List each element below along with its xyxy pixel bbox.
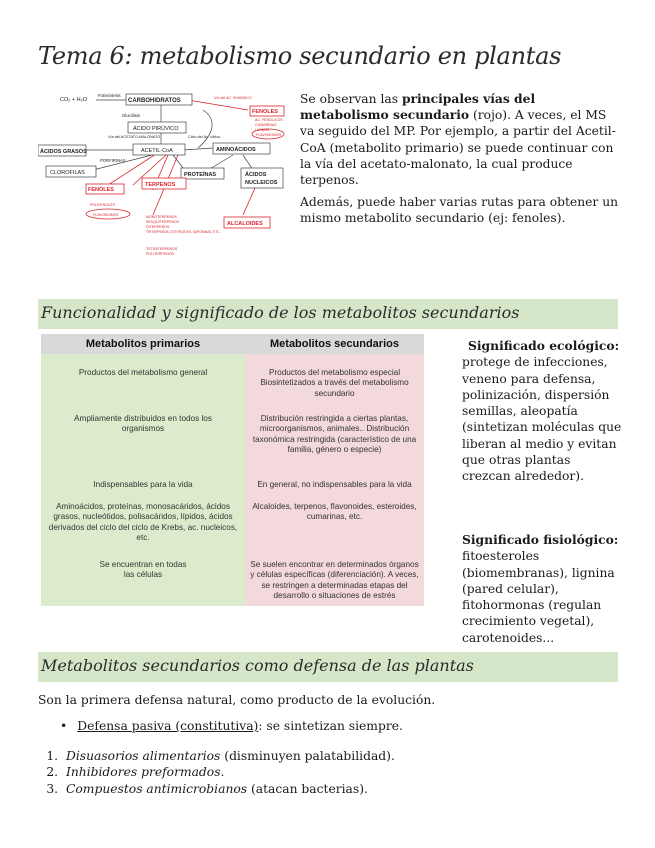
diagram-via-acetato: Vía del ACETATO-MALONATO bbox=[108, 135, 161, 139]
diagram-acidos-grasos: ÁCIDOS GRASOS bbox=[40, 149, 87, 155]
defensa-pasiva-label: Defensa pasiva (constitutiva) bbox=[77, 719, 259, 733]
defensa-pasiva-rest: : se sintetizan siempre. bbox=[258, 719, 403, 733]
cell-primarios-4: Aminoácidos, proteínas, monosacáridos, ácidos grasos, nucleótidos, polisacáridos, lípidos, ácidos derivados del ciclo del ciclo de Krebs, ac. nucleicos, etc. bbox=[48, 502, 238, 543]
diagram-fenoles-left: FENOLES bbox=[88, 187, 114, 193]
diagram-fenol-3: LIGNINA bbox=[255, 128, 270, 132]
diagram-flavonoides-left: FLAVONOIDES bbox=[93, 213, 119, 217]
cell-primarios-5: Se encuentran en todas las células bbox=[99, 560, 187, 580]
defensa-list bbox=[38, 748, 482, 797]
intro-text bbox=[300, 91, 620, 233]
diagram-fenoles-top: FENOLES bbox=[252, 109, 278, 115]
diagram-terpeno-5: TETRATERPENOS bbox=[146, 247, 178, 251]
section-title-defensa: Metabolitos secundarios como defensa de las plantas bbox=[41, 656, 474, 675]
diagram-porfirinas: PORFIRINAS bbox=[100, 158, 126, 163]
metabolism-diagram bbox=[38, 90, 292, 260]
diagram-terpeno-6: POLITERPENOS bbox=[146, 252, 174, 256]
diagram-terpenos: TERPENOS bbox=[145, 182, 176, 188]
list-item: 3. Compuestos antimicrobianos (atacan bacterias). bbox=[62, 781, 482, 797]
intro-paragraph-1: Se observan las principales vías del metabolismo secundario (rojo). A veces, el MS va seguido del MP. Por ejemplo, a partir del Acetil-CoA (metabolito primario) se puede continuar con la vía del acetato-malonato, la cual produce terpenos. bbox=[300, 91, 616, 188]
cell-primarios-2: Ampliamente distribuidos en todos los organismos bbox=[74, 414, 212, 434]
diagram-proteinas: PROTEÍNAS bbox=[184, 172, 217, 178]
diagram-acetilcoa: ACETIL-CoA bbox=[141, 148, 173, 154]
diagram-alcaloides: ALCALOIDES bbox=[227, 221, 263, 227]
diagram-polifenoles: POLIFENOLES bbox=[90, 203, 115, 207]
defensa-intro: Son la primera defensa natural, como producto de la evolución. bbox=[38, 693, 436, 707]
cell-primarios-3: Indispensables para la vida bbox=[93, 480, 193, 489]
cell-secundarios-3: En general, no indispensables para la vida bbox=[257, 480, 412, 489]
diagram-terpeno-1: MONOTERPENOS bbox=[146, 215, 177, 219]
cell-secundarios-1: Productos del metabolismo especial Biosintetizados a través del metabolismo secundario bbox=[260, 368, 409, 398]
metabolites-table bbox=[41, 334, 424, 606]
list-item: 1. Disuasorios alimentarios (disminuyen palatabilidad). bbox=[62, 748, 482, 764]
fisiologico-label: Significado fisiológico: bbox=[462, 532, 619, 547]
diagram-ciclo-krebs: Ciclo del Ác. cítrico bbox=[188, 135, 221, 139]
page-title: Tema 6: metabolismo secundario en plantas bbox=[38, 42, 562, 70]
ecologico-label: Significado ecológico: bbox=[468, 338, 620, 353]
cell-secundarios-4: Alcaloides, terpenos, flavonoides, esteroides, cumarinas, etc. bbox=[252, 502, 417, 522]
significado-ecologico bbox=[462, 338, 622, 485]
intro-paragraph-2: Además, puede haber varias rutas para obtener un mismo metabolito secundario (ej: fenoles). bbox=[300, 195, 619, 226]
diagram-aminoacidos: AMINOÁCIDOS bbox=[216, 147, 256, 153]
diagram-fenol-1: AC. FENOLICOS bbox=[255, 118, 283, 122]
bullet-icon: • bbox=[60, 719, 68, 733]
diagram-via-shikimico: Vía del AC. SHIKIMICO bbox=[214, 96, 252, 100]
cell-secundarios-2: Distribución restringida a ciertas plantas, microorganismos, animales.. Distribución taxonómica restringida (característico de una familia, género o especie) bbox=[252, 414, 417, 455]
significado-fisiologico bbox=[462, 532, 622, 646]
diagram-terpeno-3: DITERPENOS bbox=[146, 225, 170, 229]
diagram-clorofilas: CLOROFILAS bbox=[50, 170, 85, 176]
diagram-terpeno-2: SESQUITERPENOS bbox=[146, 220, 180, 224]
diagram-fenol-2: CUMARINAS bbox=[255, 123, 277, 127]
column-secundarios bbox=[245, 334, 424, 606]
cell-secundarios-5: Se suelen encontrar en determinados órganos y células específicas (diferenciación). A veces, se restringen a determinadas etapas del desarrollo o situaciones de estrés bbox=[250, 560, 419, 601]
section-title-funcionalidad: Funcionalidad y significado de los metabolitos secundarios bbox=[41, 303, 520, 322]
diagram-glucolisis: Glucólisis bbox=[122, 113, 140, 118]
list-item: 2. Inhibidores preformados. bbox=[62, 764, 482, 780]
diagram-acidos-nucleicos-1: ÁCIDOS bbox=[245, 172, 267, 178]
header-secundarios: Metabolitos secundarios bbox=[245, 334, 424, 354]
bullet-defensa-pasiva bbox=[60, 719, 403, 733]
diagram-terpeno-4: TRITERPENOS, ESTEROIDES, SAPONINAS, ETC. bbox=[146, 230, 221, 234]
ecologico-text: protege de infecciones, veneno para defensa, polinización, dispersión semillas, aleopatía (sintetizan moléculas que liberan al medio y evitan que otras plantas crezcan alrededor). bbox=[462, 355, 622, 484]
diagram-carbohidratos: CARBOHIDRATOS bbox=[128, 98, 181, 104]
header-primarios: Metabolitos primarios bbox=[41, 334, 245, 354]
diagram-flavonoides-top: FLAVONOIDES bbox=[256, 133, 282, 137]
section-header-funcionalidad bbox=[38, 299, 618, 329]
diagram-co2: CO₂ + H₂O bbox=[60, 97, 88, 103]
diagram-piruvico: ÁCIDO PIRÚVICO bbox=[133, 126, 179, 132]
fisiologico-text: fitoesteroles (biomembranas), lignina (pared celular), fitohormonas (regulan crecimiento vegetal), carotenoides... bbox=[462, 549, 615, 645]
section-header-defensa bbox=[38, 652, 618, 682]
diagram-acidos-nucleicos-2: NUCLEICOS bbox=[245, 180, 278, 186]
cell-primarios-1: Productos del metabolismo general bbox=[78, 368, 208, 377]
diagram-fotosintesis: Fotosíntesis bbox=[98, 93, 121, 98]
column-primarios bbox=[41, 334, 245, 606]
